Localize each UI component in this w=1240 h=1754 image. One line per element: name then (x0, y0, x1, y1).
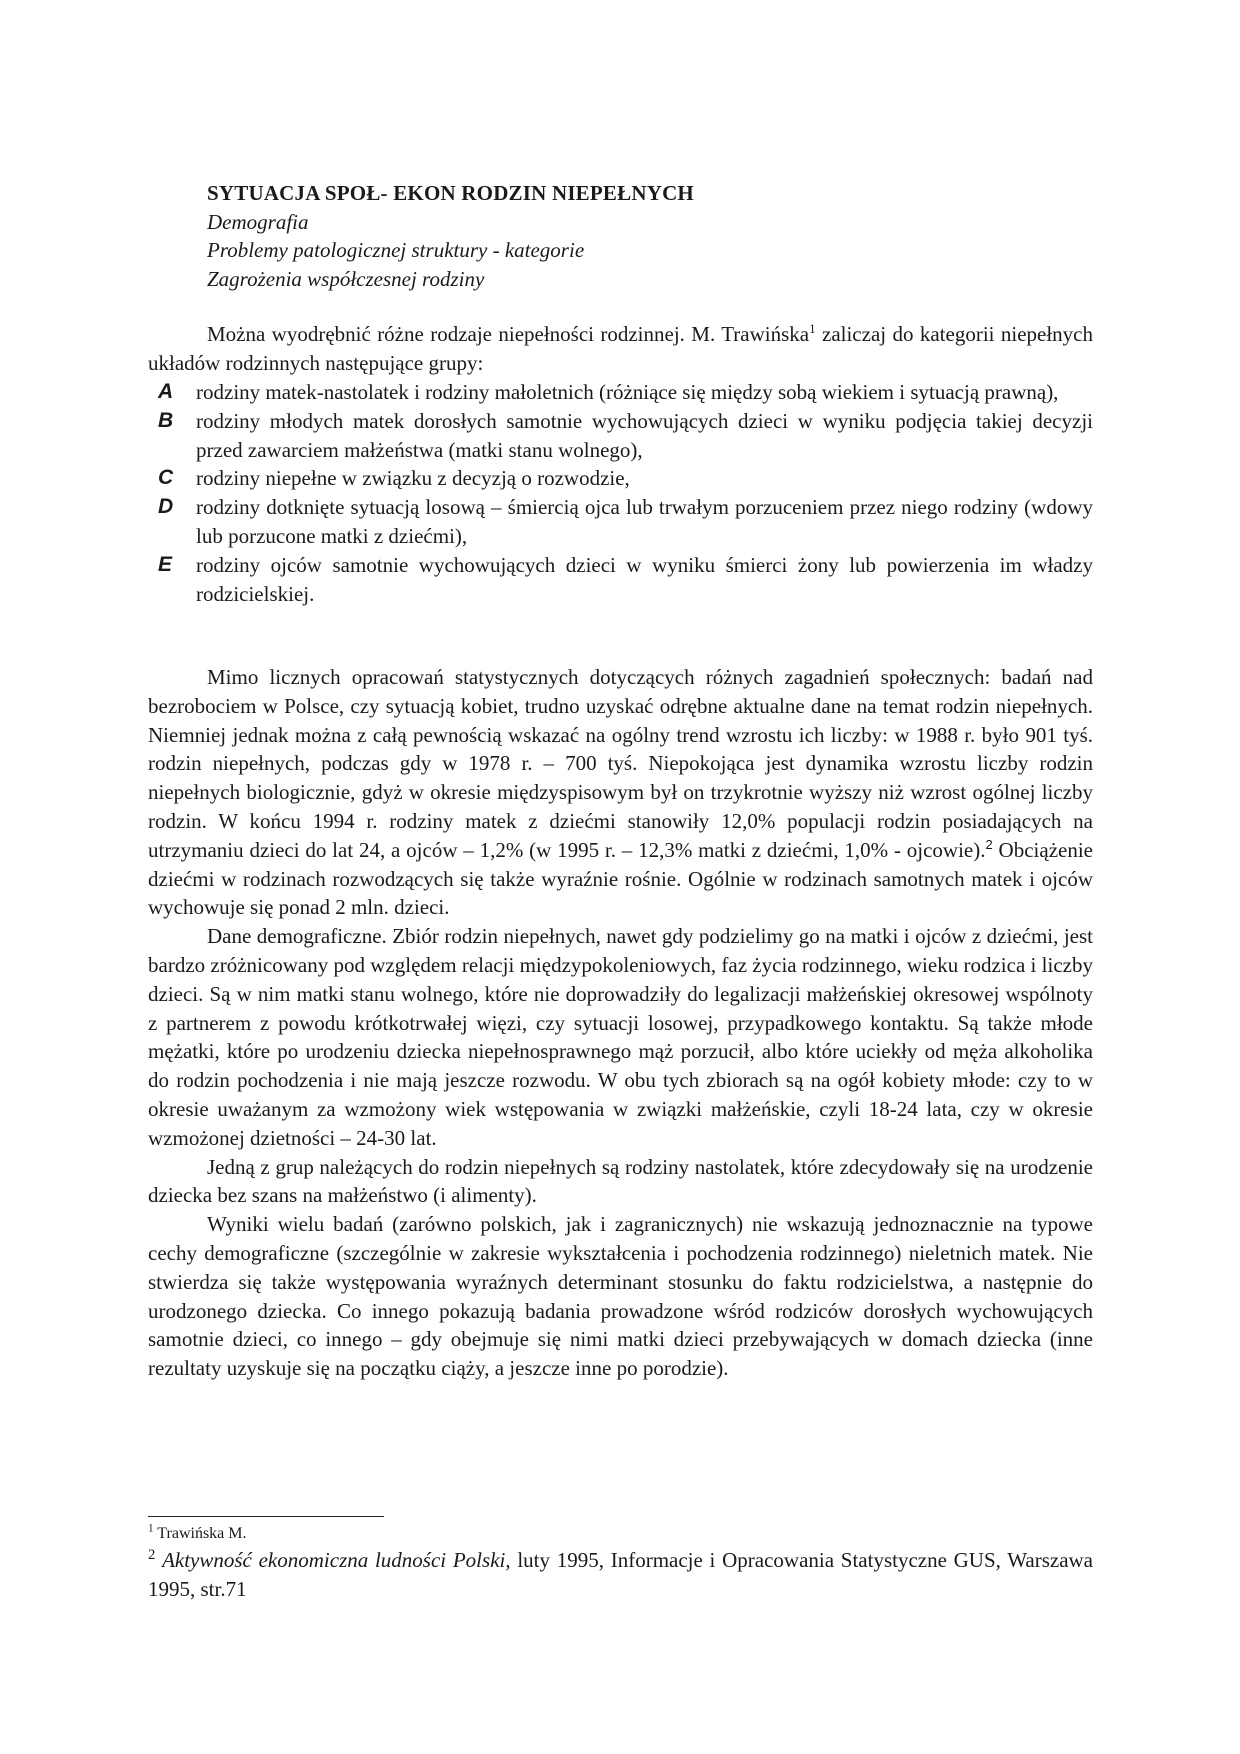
subtitle-zagrozenia: Zagrożenia współczesnej rodziny (207, 266, 485, 291)
list-item (148, 407, 1093, 465)
list-marker: B (158, 408, 174, 432)
paragraph-statistics (148, 663, 1093, 922)
main-text (148, 663, 1093, 1383)
paragraph-teen-families: Jedną z grup należących do rodzin niepełnych są rodziny nastolatek, które zdecydowały się na urodzenie dziecka bez szans na małżeństwo (i alimenty). (148, 1154, 1093, 1208)
list-item (148, 464, 1093, 493)
list-item-text: rodziny młodych matek dorosłych samotnie wychowujących dzieci w wyniku podjęcia takiej decyzji przed zawarciem małżeństwa (matki stanu wolnego), (196, 408, 1093, 462)
list-marker: A (158, 380, 174, 403)
list-marker: E (158, 552, 173, 576)
footnote-text: Trawińska M. (153, 1525, 247, 1542)
list-item-text: rodziny niepełne w związku z decyzją o rozwodzie, (196, 466, 630, 491)
intro-text-after-ref: zaliczaj do kategorii niepełnych układów rodzinnych następujące grupy: (148, 322, 1093, 375)
footnote-2 (148, 1546, 1093, 1604)
paragraph-research-results: Wyniki wielu badań (zarówno polskich, jak i zagranicznych) nie wskazują jednoznacznie na typowe cechy demograficzne (szczególnie w zakresie wykształcenia i pochodzenia rodzinnego) nieletnich matek. Nie stwierdza się także występowania wyraźnych determinant stosunku do faktu rodzicielstwa, a następnie do urodzonego dziecka. Co innego pokazują badania prowadzone wśród rodziców dorosłych wychowujących samotnie dzieci, co innego – gdy obejmuje się nimi matki dzieci przebywających w domach dziecka (inne rezultaty uzyskuje się na początku ciąży, a jeszcze inne po porodzie). (148, 1212, 1093, 1381)
list-item (148, 551, 1093, 609)
paragraph-demographics: Dane demograficzne. Zbiór rodzin niepełnych, nawet gdy podzielimy go na matki i ojców z dziećmi, jest bardzo zróżnicowany pod względem relacji międzypokoleniowych, faz życia rodzinnego, wieku rodzica i liczby dzieci. Są w nim matki stanu wolnego, które nie doprowadziły do legalizacji małżeńskiej okresowej wspólnoty z partnerem z powodu krótkotrwałej więzi, czy sytuacji losowej, przypadkowego kontaktu. Są także młode mężatki, które po urodzeniu dziecka niepełnosprawnego mąż porzucił, albo które uciekły od męża alkoholika do rodzin pochodzenia i nie mają jeszcze rozwodu. W obu tych zbiorach są na ogół kobiety młode: czy to w okresie uważanym za wzmożony wiek wstępowania w związki małżeńskie, czyli 18-24 lata, czy w okresie wzmożonej dzietności – 24-30 lat. (148, 924, 1093, 1150)
footnote-number: 1 (148, 1522, 154, 1535)
intro-text-before-ref: Można wyodrębnić różne rodzaje niepełności rodzinnej. M. Trawińska (207, 322, 810, 346)
footnote-ref-2[interactable]: 2 (985, 836, 993, 852)
list-item-text: rodziny ojców samotnie wychowujących dzieci w wyniku śmierci żony lub powierzenia im władzy rodzicielskiej. (196, 552, 1093, 606)
intro-paragraph (148, 320, 1093, 378)
subtitle-problemy: Problemy patologicznej struktury - kategorie (207, 238, 585, 262)
subtitle-demografia: Demografia (207, 209, 309, 234)
footnotes (148, 1522, 1093, 1604)
document-heading (207, 179, 1107, 293)
list-marker: D (158, 495, 174, 519)
list-item (148, 378, 1093, 407)
footnote-source-title: Aktywność ekonomiczna ludności Polski (162, 1548, 506, 1572)
list-marker: C (158, 466, 174, 490)
paragraph-statistics-before-ref: Mimo licznych opracowań statystycznych dotyczących różnych zagadnień społecznych: badań nad bezrobociem w Polsce, czy sytuacją kobiet, trudno uzyskać odrębne aktualne dane na temat rodzin niepełnych. Niemniej jednak można z całą pewnością wskazać na ogólny trend wzrostu ich liczby: w 1988 r. było 901 tyś. rodzin niepełnych, podczas gdy w 1978 r. – 700 tyś. Niepokojąca jest dynamika wzrostu liczby rodzin niepełnych biologicznie, gdyż w okresie międzyspisowym był on trzykrotnie wyższy niż wzrost ogólnej liczby rodzin. W końcu 1994 r. rodziny matek z dziećmi stanowiły 12,0% populacji rodzin posiadających na utrzymaniu dzieci do lat 24, a ojców – 1,2% (w 1995 r. – 12,3% matki z dziećmi, 1,0% - ojcowie). (148, 665, 1093, 862)
document-title: SYTUACJA SPOŁ- EKON RODZIN NIEPEŁNYCH (207, 181, 694, 205)
footnote-text: , luty 1995, Informacje i Opracowania Statystyczne GUS, Warszawa 1995, str.71 (148, 1548, 1094, 1601)
list-item-text: rodziny dotknięte sytuacją losową – śmiercią ojca lub trwałym porzuceniem przez niego rodziny (wdowy lub porzucone matki z dziećmi), (196, 495, 1093, 548)
footnote-separator (148, 1516, 384, 1517)
footnote-ref-1[interactable]: 1 (809, 321, 816, 336)
list-item-text: rodziny matek-nastolatek i rodziny małoletnich (różniące się między sobą wiekiem i sytuacją prawną), (196, 380, 1059, 404)
category-list (148, 378, 1093, 608)
list-item (148, 493, 1093, 551)
footnote-1 (148, 1522, 1093, 1546)
paragraph-statistics-after-ref: Obciążenie dziećmi w rodzinach rozwodzących się także wyraźnie rośnie. Ogólnie w rodzinach samotnych matek i ojców wychowuje się ponad 2 mln. dzieci. (148, 837, 1093, 920)
footnote-number: 2 (148, 1547, 156, 1563)
